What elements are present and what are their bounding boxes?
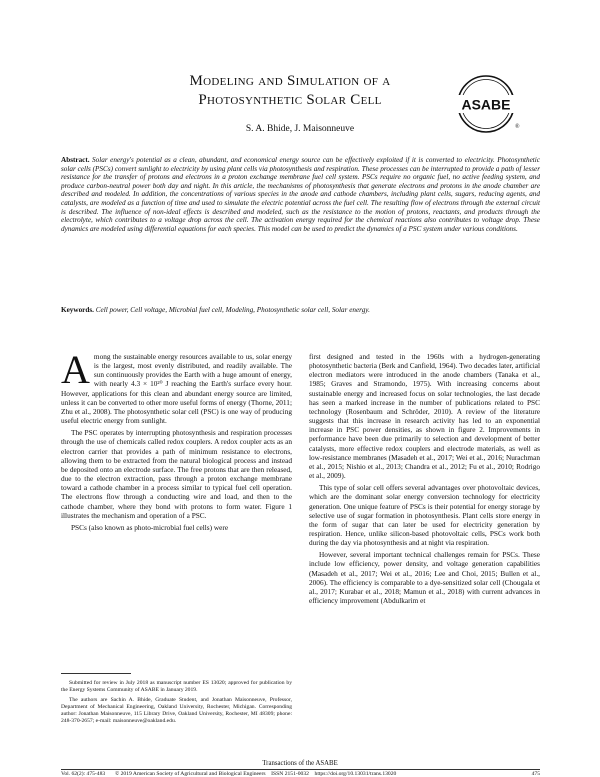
body-column-right bbox=[309, 352, 540, 608]
paragraph: The PSC operates by interrupting photosynthesis and respiration processes through the use of chemicals called redox couplers. A redox coupler acts as an electron carrier that provides a path of minimum resistance to electrons, allowing them to be extracted from the natural biological process and instead be deposited onto an electrode surface. The free protons that are then released, due to the electron extraction, pass through a proton exchange membrane toward a cathode chamber in a process similar to typical fuel cell operation. The electrons flow through a conducting wire and load, and then to the cathode chamber, where they bond with protons to form water. Figure 1 illustrates the mechanism and operation of a PSC. bbox=[61, 428, 292, 520]
title-line-2: Photosynthetic Solar Cell bbox=[198, 92, 382, 108]
keywords-label: Keywords. bbox=[61, 306, 94, 314]
abstract-label: Abstract. bbox=[61, 156, 90, 164]
paragraph: This type of solar cell offers several advantages over photovoltaic devices, which are the dominant solar energy conversion technology for electricity generation. One unique feature of PSCs is their potential for energy storage by selective use of sugar formation in photosynthesis. Plant cells store energy in the form of sugar that can later be used for electricity generation by respiration. Hence, unlike silicon-based photovoltaic cells, PSCs work both during the day via photosynthesis and at night via respiration. bbox=[309, 483, 540, 548]
keywords-text: Cell power, Cell voltage, Microbial fuel cell, Modeling, Photosynthetic solar cell, Solar energy. bbox=[93, 306, 370, 314]
paragraph: However, several important technical challenges remain for PSCs. These include low efficiency, power density, and voltage generation capabilities (Masadeh et al., 2017; Wei et al., 2016; Lee and Choi, 2015; Bullen et al., 2006). The efficiency is comparable to a dye-sensitized solar cell (Chougala et al., 2017; Kurabar et al., 2018; Mamun et al., 2018) with current advances in efficiency improvement (Abdulkarim et bbox=[309, 550, 540, 606]
drop-cap: A bbox=[61, 347, 90, 392]
footer-journal-name: Transactions of the ASABE bbox=[262, 760, 338, 767]
authors: S. A. Bhide, J. Maisonneuve bbox=[245, 124, 355, 134]
logo-registered-mark: ® bbox=[515, 124, 520, 130]
body-column-left bbox=[61, 347, 292, 535]
footer-doi[interactable]: https://doi.org/10.13031/trans.13020 bbox=[314, 771, 397, 777]
footnotes bbox=[61, 680, 292, 728]
keywords bbox=[61, 306, 540, 314]
footnote-authors: The authors are Sachin A. Bhide, Graduate Student, and Jonathan Maisonneuve, Professor, Department of Mechanical Engineering, Oakland University, Rochester, Michigan. Corresponding author: Jonathan Maisonneuve, 115 Library Drive, Oakland University, Rochester, MI 48309; phone: 248-370-2657; e-mail: maisonneuve@oakland.edu. bbox=[61, 697, 292, 724]
abstract bbox=[61, 156, 540, 233]
paragraph: PSCs (also known as photo-microbial fuel cells) were bbox=[71, 522, 229, 532]
title-line-1: Modeling and Simulation of a bbox=[189, 73, 391, 89]
page-number: 475 bbox=[531, 771, 540, 777]
footer-volume: Vol. 62(2): 475-483 bbox=[61, 771, 106, 777]
footnote-submitted: Submitted for review in July 2018 as manuscript number ES 13020; approved for publication by the Energy Systems Community of ASABE in January 2019. bbox=[61, 680, 292, 693]
footer-issn: ISSN 2151-0032 bbox=[271, 771, 309, 777]
article-title bbox=[140, 72, 440, 110]
footer-citation bbox=[61, 771, 540, 777]
footer-divider bbox=[61, 769, 540, 770]
logo-text: ASABE bbox=[461, 96, 511, 113]
abstract-text: Solar energy's potential as a clean, abundant, and economical energy source can be effectively exploited if it is converted to electricity. Photosynthetic solar cells (PSCs) convert sunlight to electricity by using plant cells via photosynthesis and respiration. These processes can be interrupted to provide a path of lesser resistance for the transfer of protons and electrons in a proton exchange membrane fuel cell system. PSCs require no organic fuel, no active feeding system, and produce carbon-neutral power both day and night. In this article, the mechanisms of photosynthesis that generate electrons and protons in the anode chamber are described and modeled. In addition, the concentrations of various species in the anode and cathode chambers, including plant cells, sugars, reducing agents, and catalysts, are modeled as a function of time and used to simulate the electric potential across the fuel cell. The resulting flow of electrons through the external circuit is described. The influence of non-ideal effects is described and modeled, such as the resistance to the motion of protons, reactants, and products through the electrolyte, which contributes to a voltage drop across the cell. The activation energy required for the chemical reactions also contributes to voltage drop. These dynamics are modeled using differential equations for each species. This model can be used to predict the dynamics of a PSC system under various conditions. bbox=[61, 156, 540, 233]
paragraph-text: mong the sustainable energy resources available to us, solar energy is the largest, most evenly distributed, and readily available. The sun continuously provides the Earth with a huge amount of energy, with nearly 4.3 × 10²⁰ J reaching the Earth's surface every hour. However, applications for this clean and abundant energy source are limited, unless it can be converted to other more useful forms of energy (Thorne, 2011; Zhu et al., 2008). The photosynthetic solar cell (PSC) is one way of producing useful electric energy from sunlight. bbox=[61, 352, 292, 426]
footer-copyright: © 2019 American Society of Agricultural and Biological Engineers bbox=[114, 771, 266, 777]
paragraph bbox=[61, 347, 292, 426]
paragraph: first designed and tested in the 1960s with a hydrogen-generating photosynthetic bacteria (Berk and Canfield, 1964). Two decades later, artificial electron mediators were introduced in the anode chambers (Tanaka et al., 1985; Graves and Stramondo, 1975). With increasing concerns about sustainable energy and increased focus on solar technologies, the last decade has seen a marked increase in the number of publications related to PSC technology (Rosenbaum and Schröder, 2010). A review of the literature suggests that this increase in research activity has led to an exponential increase in PSC power densities, as shown in figure 2. Improvements in performance have been due primarily to selection and development of better catalysts, more effective redox couplers and electrode materials, as well as low-resistance membranes (Masadeh et al., 2017; Wei et al., 2016; Nurachman et al., 2015; Nishio et al., 2013; Chandra et al., 2012; Fu et al., 2010; Rodrigo et al., 2009). bbox=[309, 352, 540, 481]
footnote-divider bbox=[61, 673, 131, 674]
